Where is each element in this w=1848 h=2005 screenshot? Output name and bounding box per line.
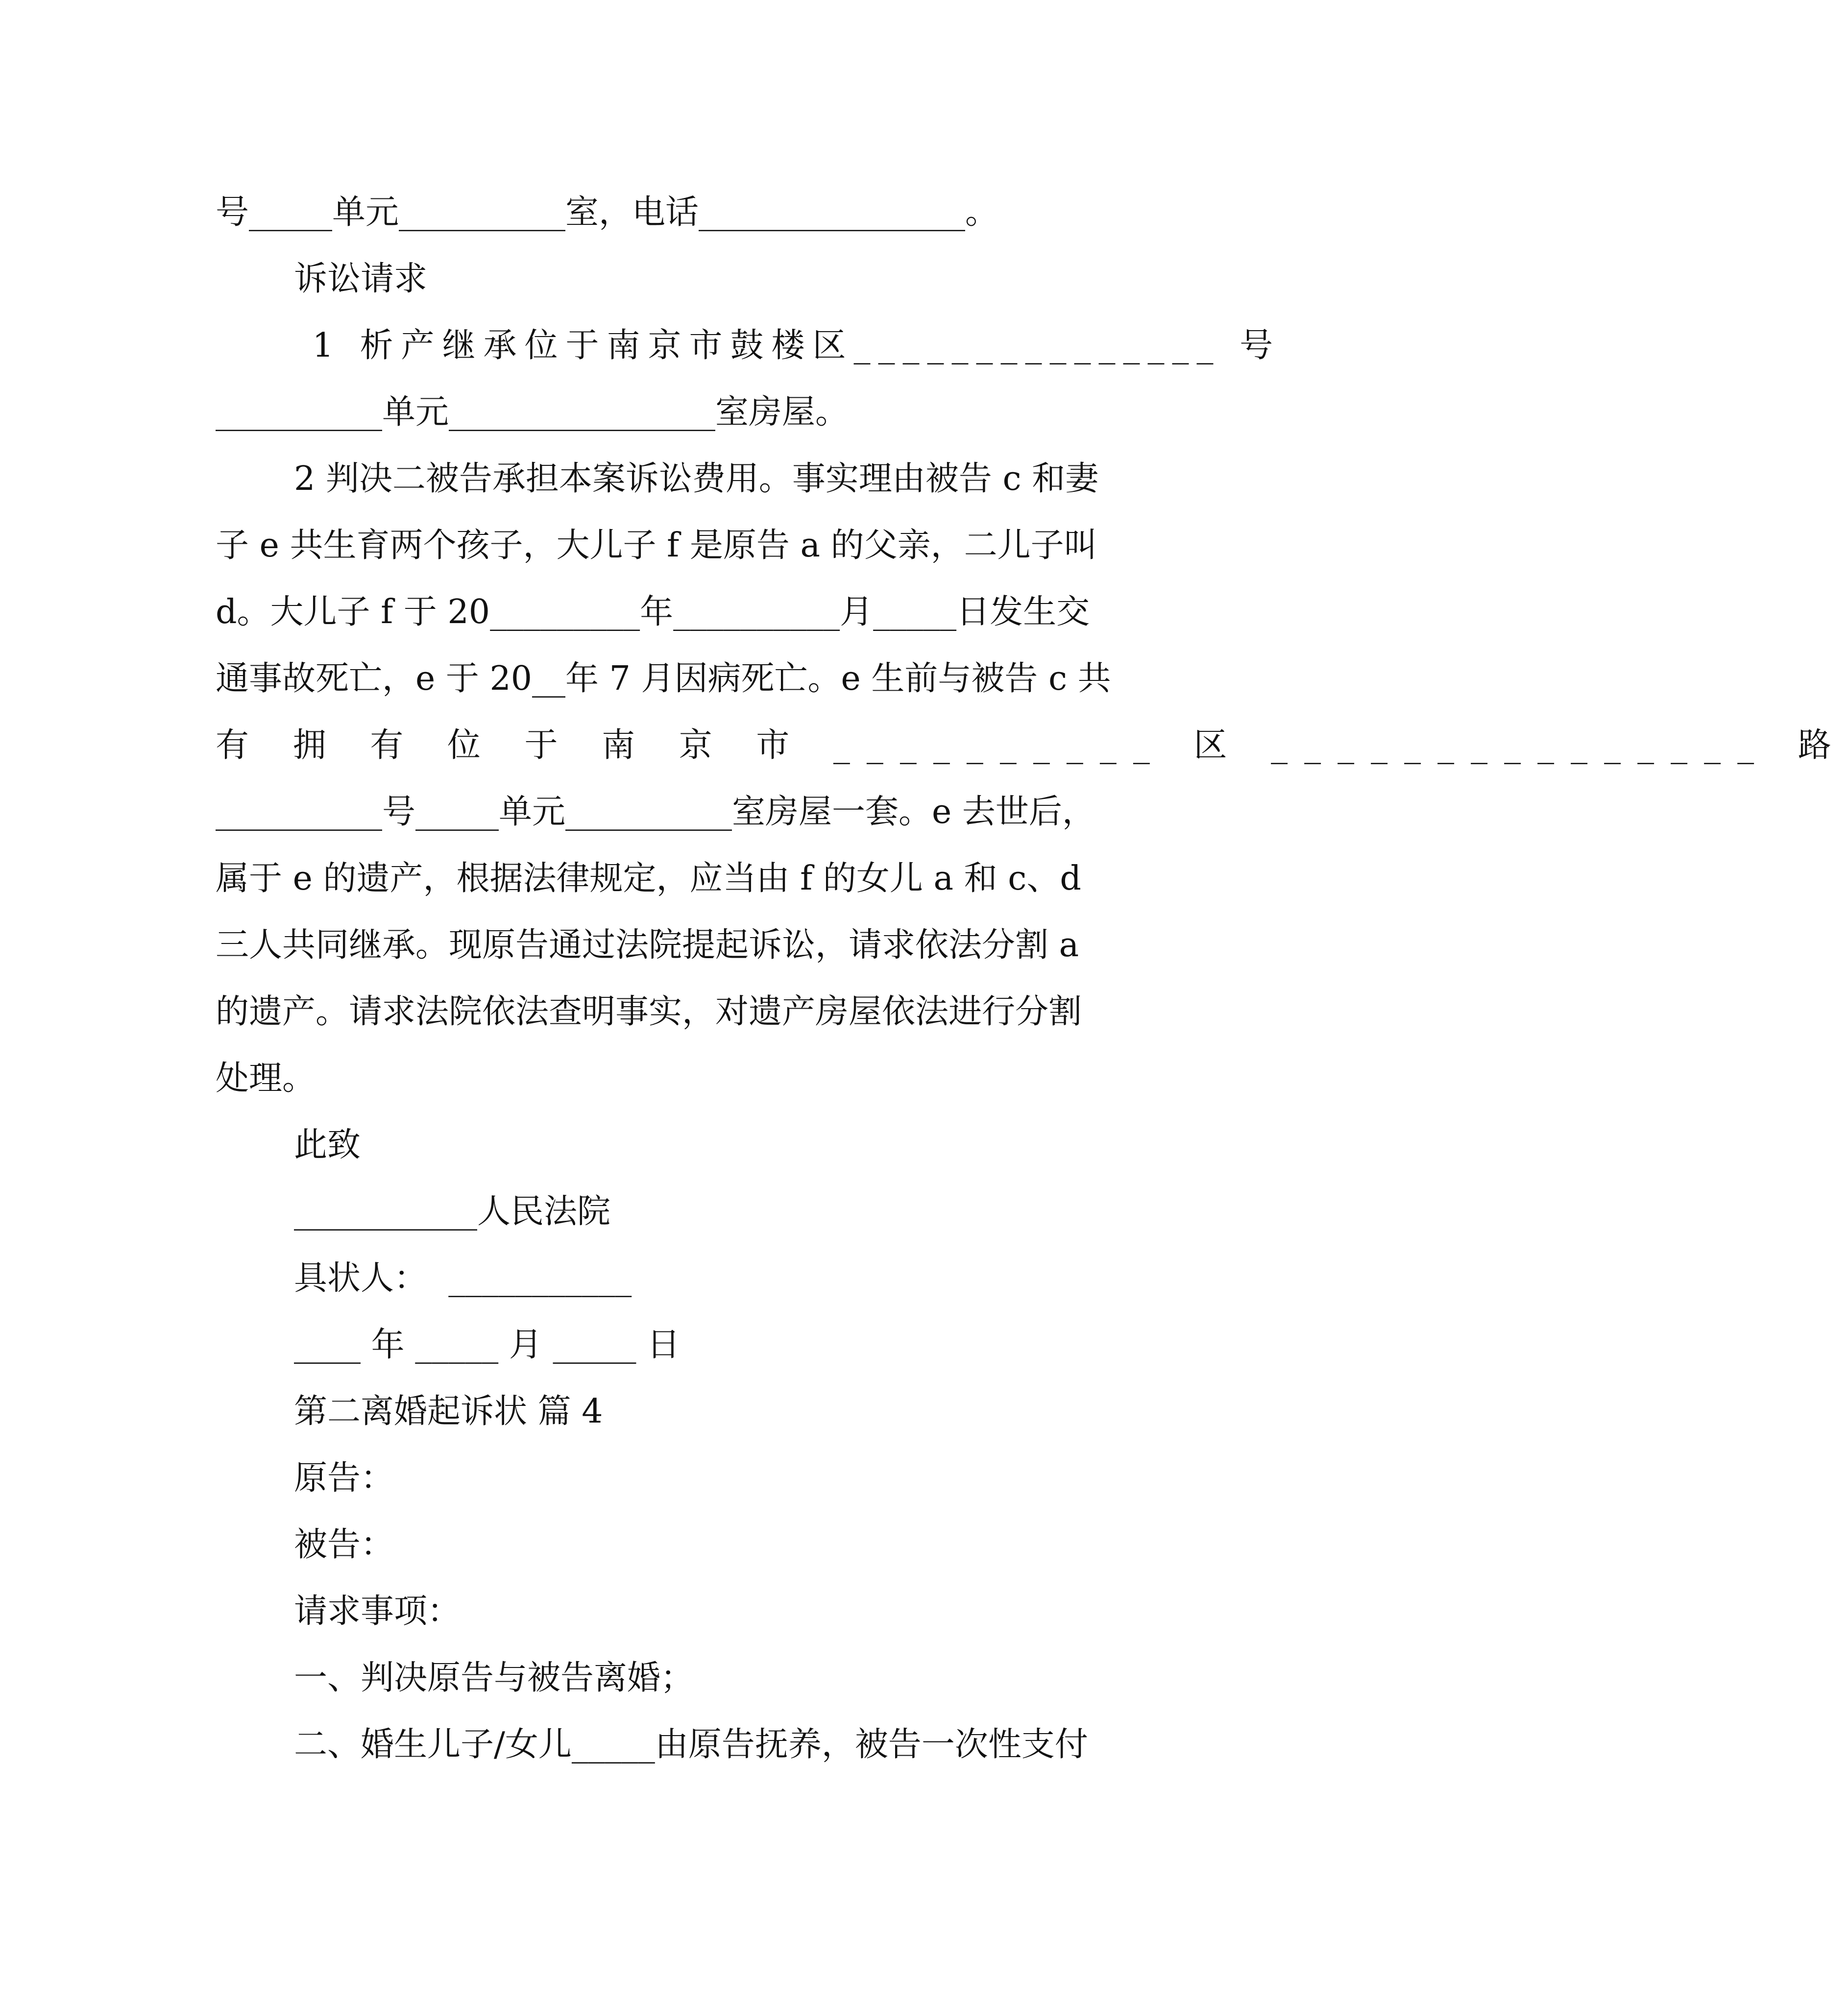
defendant-field: 被告： xyxy=(294,1525,394,1564)
salutation: 此致 xyxy=(294,1126,361,1164)
facts-paragraph-line: 有 拥 有 位 于 南 京 市 __________ 区 _______________ 路 xyxy=(216,726,1848,765)
claims-heading: 请求事项： xyxy=(294,1592,461,1631)
facts-paragraph-line: 三人共同继承。现原告通过法院提起诉讼，请求依法分割 a xyxy=(216,926,1079,965)
claim-item-1: 一、判决原告与被告离婚； xyxy=(294,1659,694,1697)
facts-paragraph-line: __________号_____单元__________室房屋一套。e 去世后， xyxy=(216,793,1095,831)
request-item-1-continued: __________单元________________室房屋。 xyxy=(216,393,849,432)
facts-paragraph-line: d。大儿子 f 于 20_________年__________月_____日发生交 xyxy=(216,593,1090,631)
address-continuation-line: 号_____单元__________室，电话________________。 xyxy=(216,193,999,232)
facts-paragraph-line: 子 e 共生育两个孩子，大儿子 f 是原告 a 的父亲，二儿子叫 xyxy=(216,526,1097,565)
petitioner-signature-line: 具状人： ___________ xyxy=(294,1259,632,1298)
facts-paragraph-line: 属于 e 的遗产，根据法律规定，应当由 f 的女儿 a 和 c、d xyxy=(216,859,1081,898)
litigation-request-heading: 诉讼请求 xyxy=(294,260,428,298)
section-title: 第二离婚起诉状 篇 4 xyxy=(294,1392,603,1431)
request-item-2: 2 判决二被告承担本案诉讼费用。事实理由被告 c 和妻 xyxy=(294,459,1099,498)
date-line: ____ 年 _____ 月 _____ 日 xyxy=(294,1326,681,1364)
plaintiff-field: 原告： xyxy=(294,1459,394,1498)
court-name-line: ___________人民法院 xyxy=(294,1192,611,1231)
claim-item-2: 二、婚生儿子/女儿_____由原告抚养，被告一次性支付 xyxy=(294,1725,1088,1764)
facts-paragraph-line: 处理。 xyxy=(216,1059,316,1098)
facts-paragraph-line: 通事故死亡，e 于 20__年 7 月因病死亡。e 生前与被告 c 共 xyxy=(216,659,1111,698)
facts-paragraph-line: 的遗产。请求法院依法查明事实，对遗产房屋依法进行分割 xyxy=(216,992,1082,1031)
request-item-1: 1 析产继承位于南京市鼓楼区_______________ 号 xyxy=(294,326,1281,365)
